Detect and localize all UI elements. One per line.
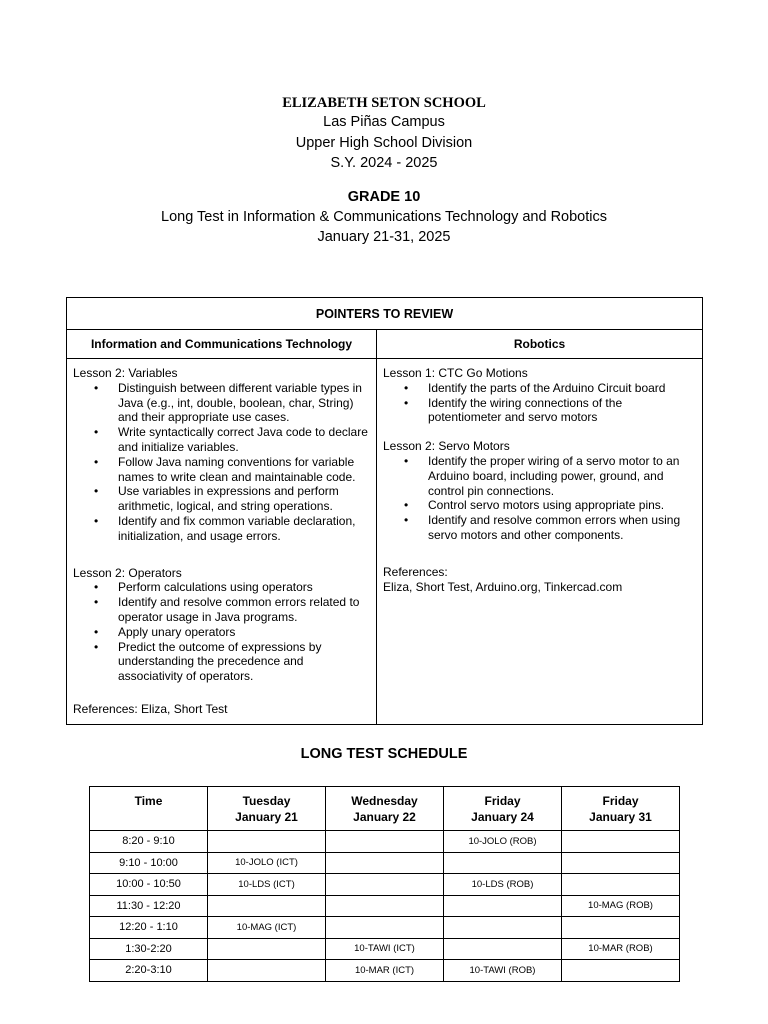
slot-cell (562, 917, 680, 939)
schedule-header-jan21: Tuesday January 21 (208, 787, 326, 831)
slot-cell (562, 960, 680, 982)
ict-pointers-cell (67, 359, 377, 725)
time-cell: 10:00 - 10:50 (90, 874, 208, 896)
ict-lesson-variables-title: Lesson 2: Variables (73, 366, 178, 380)
slot-cell (208, 938, 326, 960)
rob-references-label: References: (383, 564, 448, 579)
division: Upper High School Division (295, 134, 473, 151)
slot-cell: 10-MAR (ROB) (562, 938, 680, 960)
rob-lesson-ctc-title: Lesson 1: CTC Go Motions (383, 366, 528, 380)
table-row (90, 895, 680, 917)
rob-lesson-servo-list (383, 454, 696, 543)
list-item: • Identify and resolve common errors related to operator usage in Java programs. (118, 595, 370, 625)
list-item: • Apply unary operators (118, 625, 370, 640)
schedule-header-jan22: Wednesday January 22 (326, 787, 444, 831)
schedule-table (89, 786, 680, 982)
slot-cell (326, 895, 444, 917)
slot-cell: 10-LDS (ICT) (208, 874, 326, 896)
list-item: • Use variables in expressions and perform arithmetic, logical, and string operations. (118, 484, 370, 514)
table-row (90, 917, 680, 939)
schedule-header-jan24: Friday January 24 (444, 787, 562, 831)
slot-cell (444, 895, 562, 917)
ict-heading: Information and Communications Technology (67, 330, 377, 359)
slot-cell: 10-JOLO (ICT) (208, 852, 326, 874)
school-name: ELIZABETH SETON SCHOOL (282, 95, 486, 111)
slot-cell (562, 852, 680, 874)
list-item: • Identify and resolve common errors when using servo motors and other components. (428, 513, 696, 543)
slot-cell (326, 874, 444, 896)
table-row (90, 831, 680, 853)
list-item: • Distinguish between different variable types in Java (e.g., int, double, boolean, char, String) and their appropriate use cases. (118, 381, 370, 425)
campus: Las Piñas Campus (323, 114, 445, 130)
slot-cell (444, 917, 562, 939)
rob-references: Eliza, Short Test, Arduino.org, Tinkercad.com (383, 579, 623, 594)
slot-cell: 10-MAR (ICT) (326, 960, 444, 982)
slot-cell: 10-TAWI (ICT) (326, 938, 444, 960)
time-cell: 9:10 - 10:00 (90, 852, 208, 874)
slot-cell (326, 831, 444, 853)
time-cell: 2:20-3:10 (90, 960, 208, 982)
slot-cell (444, 852, 562, 874)
time-cell: 12:20 - 1:10 (90, 917, 208, 939)
slot-cell (562, 831, 680, 853)
list-item: • Follow Java naming conventions for variable names to write clean and maintainable code. (118, 455, 370, 485)
test-title: Long Test in Information & Communications Technology and Robotics (161, 208, 607, 225)
list-item: • Identify the proper wiring of a servo motor to an Arduino board, including power, ground, and control pin connections. (428, 454, 696, 498)
time-cell: 8:20 - 9:10 (90, 831, 208, 853)
slot-cell: 10-LDS (ROB) (444, 874, 562, 896)
robotics-heading: Robotics (377, 330, 703, 359)
schedule-header-time: Time (90, 787, 208, 831)
school-year: S.Y. 2024 - 2025 (330, 155, 438, 171)
table-row (90, 938, 680, 960)
slot-cell (208, 895, 326, 917)
robotics-pointers-cell (377, 359, 703, 725)
time-cell: 1:30-2:20 (90, 938, 208, 960)
slot-cell (208, 831, 326, 853)
ict-lesson-operators-title: Lesson 2: Operators (73, 565, 182, 580)
list-item: • Identify the wiring connections of the potentiometer and servo motors (428, 396, 696, 426)
slot-cell (326, 852, 444, 874)
slot-cell (444, 938, 562, 960)
table-row (90, 874, 680, 896)
pointers-table (66, 297, 703, 725)
grade-level: GRADE 10 (347, 188, 421, 205)
table-row (90, 960, 680, 982)
slot-cell (326, 917, 444, 939)
document-header (0, 94, 768, 248)
list-item: • Predict the outcome of expressions by understanding the precedence and associativity of operators. (118, 640, 370, 684)
slot-cell (208, 960, 326, 982)
slot-cell: 10-JOLO (ROB) (444, 831, 562, 853)
slot-cell: 10-TAWI (ROB) (444, 960, 562, 982)
rob-lesson-ctc-list (383, 381, 696, 425)
list-item: • Identify the parts of the Arduino Circuit board (428, 381, 696, 396)
schedule-header-jan31: Friday January 31 (562, 787, 680, 831)
list-item: • Identify and fix common variable declaration, initialization, and usage errors. (118, 514, 370, 544)
list-item: • Control servo motors using appropriate pins. (428, 498, 696, 513)
slot-cell: 10-MAG (ICT) (208, 917, 326, 939)
ict-lesson-operators-list (73, 580, 370, 684)
test-dates: January 21-31, 2025 (317, 229, 451, 245)
slot-cell (562, 874, 680, 896)
time-cell: 11:30 - 12:20 (90, 895, 208, 917)
list-item: • Write syntactically correct Java code to declare and initialize variables. (118, 425, 370, 455)
rob-lesson-servo-title: Lesson 2: Servo Motors (383, 439, 510, 454)
schedule-title: LONG TEST SCHEDULE (300, 746, 468, 762)
pointers-title: POINTERS TO REVIEW (67, 298, 703, 330)
slot-cell: 10-MAG (ROB) (562, 895, 680, 917)
ict-lesson-variables-list (73, 381, 370, 544)
list-item: • Perform calculations using operators (118, 580, 370, 595)
ict-references: References: Eliza, Short Test (73, 701, 228, 716)
table-row (90, 852, 680, 874)
